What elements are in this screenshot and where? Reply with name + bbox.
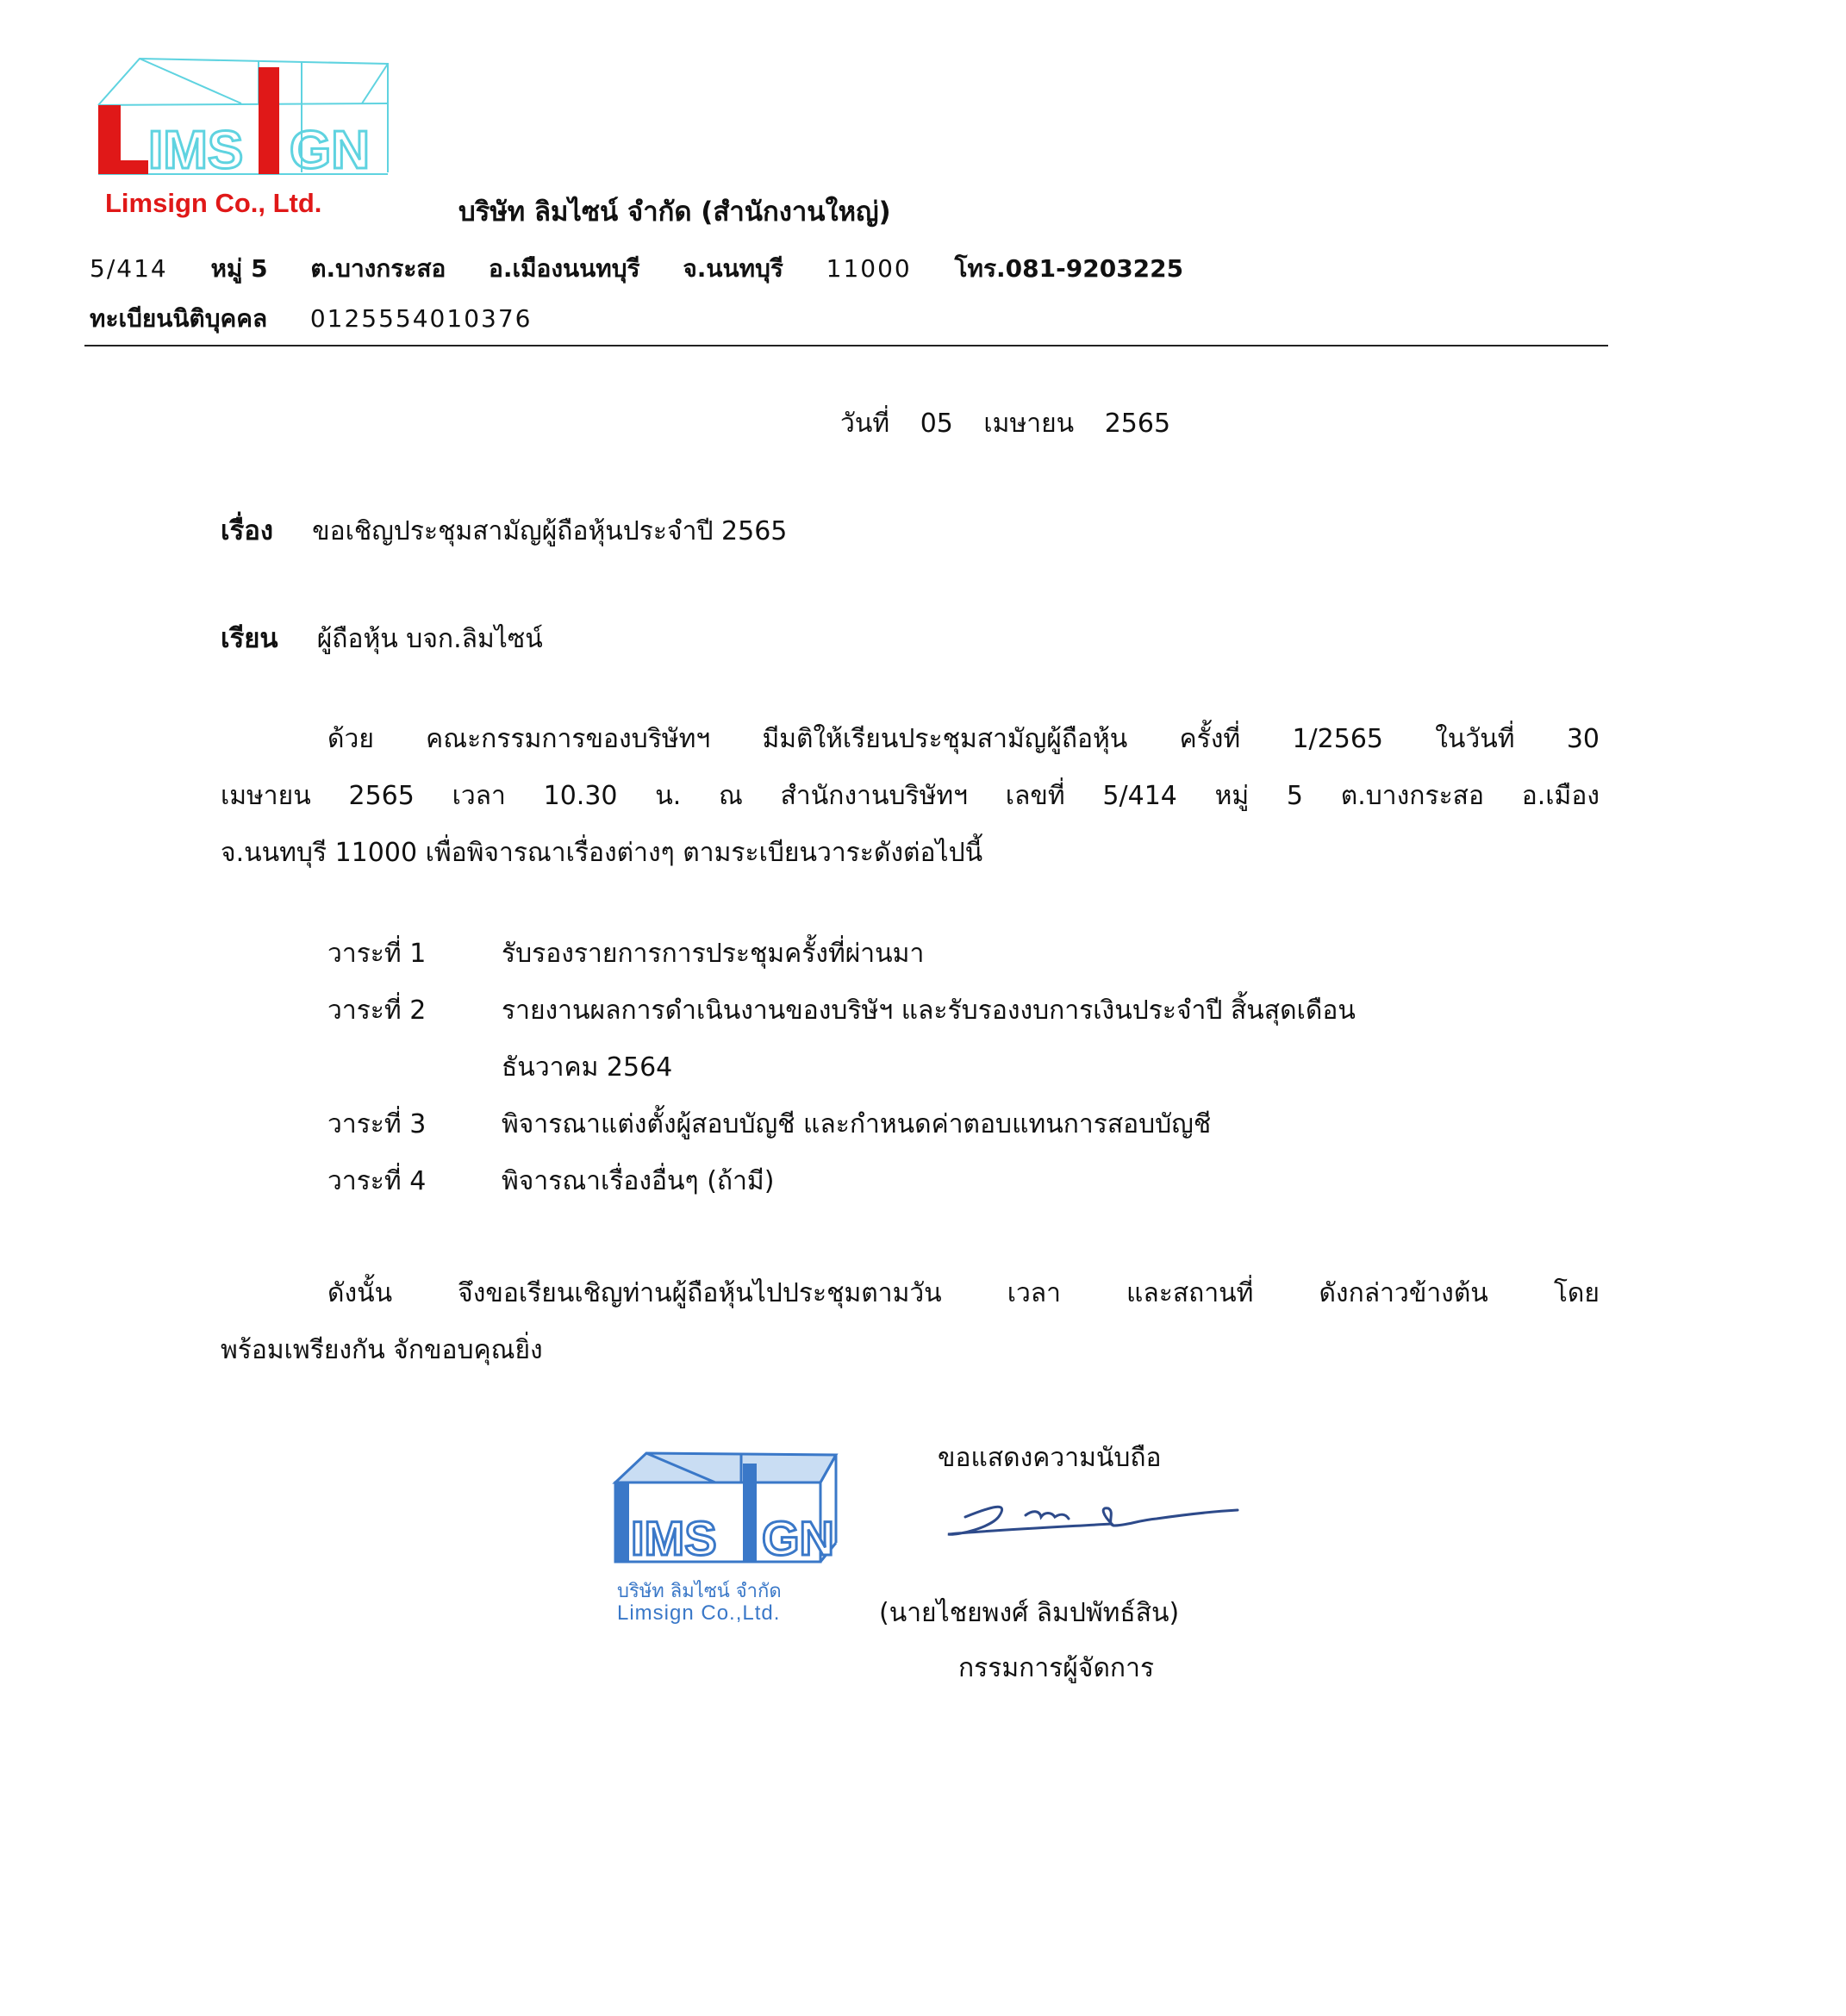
agenda-key: วาระที่ 3: [327, 1109, 427, 1139]
registration-line: [90, 300, 532, 338]
header-divider: [84, 345, 1608, 346]
registration-label: ทะเบียนนิติบุคคล: [90, 304, 268, 333]
agenda-text: พิจารณาเรื่องอื่นๆ (ถ้ามี): [502, 1166, 775, 1196]
recipient-value: ผู้ถือหุ้น บจก.ลิมไซน์: [316, 624, 543, 654]
subject-line: [221, 509, 787, 552]
address-province: จ.นนทบุรี: [683, 254, 783, 283]
handwritten-signature: [931, 1481, 1241, 1558]
agenda-key: วาระที่ 1: [327, 939, 427, 969]
address-subdistrict: ต.บางกระสอ: [310, 254, 446, 283]
subject-label: เรื่อง: [221, 515, 274, 546]
address-village: หมู่ 5: [210, 254, 268, 283]
date-day: 05: [920, 409, 953, 439]
date-label: วันที่: [840, 409, 890, 439]
company-logo-graphic: [95, 52, 405, 185]
agenda-key: วาระที่ 2: [327, 996, 427, 1026]
address-district: อ.เมืองนนทบุรี: [489, 254, 640, 283]
date-month: เมษายน: [983, 409, 1075, 439]
intro-paragraph: [221, 711, 1600, 882]
closing-paragraph: [221, 1265, 1600, 1379]
logo-caption: Limsign Co., Ltd.: [105, 188, 322, 218]
svg-text:IMS: IMS: [148, 121, 244, 180]
registration-number: 0125554010376: [309, 304, 533, 333]
address-house-number: 5/414: [90, 254, 168, 283]
closing-line-1: [221, 1265, 1600, 1322]
svg-text:GN: GN: [290, 121, 370, 180]
company-name: บริษัท ลิมไซน์ จำกัด (สำนักงานใหญ่): [458, 197, 891, 228]
subject-value: ขอเชิญประชุมสามัญผู้ถือหุ้นประจำปี 2565: [312, 516, 788, 546]
svg-text:GN: GN: [762, 1511, 834, 1565]
agenda-text: รับรองรายการการประชุมครั้งที่ผ่านมา: [502, 939, 925, 969]
letter-date: [840, 403, 1193, 444]
signer-title: กรรมการผู้จัดการ: [958, 1653, 1155, 1683]
address-phone: โทร.081-9203225: [954, 254, 1184, 283]
agenda-key: วาระที่ 4: [327, 1166, 427, 1196]
intro-line-3: จ.นนทบุรี 11000 เพื่อพิจารณาเรื่องต่างๆ ตามระเบียนวาระดังต่อไปนี้: [221, 838, 983, 868]
svg-text:IMS: IMS: [631, 1511, 717, 1565]
closing-line-2: พร้อมเพรียงกัน จักขอบคุณยิ่ง: [221, 1335, 543, 1365]
address-postcode: 11000: [826, 254, 912, 283]
recipient-label: เรียน: [221, 623, 278, 654]
company-address: [90, 250, 1218, 288]
company-logo: [95, 52, 405, 185]
closing-salutation: ขอแสดงความนับถือ: [938, 1443, 1162, 1473]
signature-graphic: [931, 1481, 1241, 1558]
stamp-company-name-th: บริษัท ลิมไซน์ จำกัด: [617, 1581, 782, 1602]
intro-line-2: เมษายน 2565 เวลา 10.30 น. ณ สำนักงานบริษัทฯ เลขที่ 5/414 หมู่ 5 ต.บางกระสอ อ.เมือง: [221, 781, 1600, 811]
agenda-text: พิจารณาแต่งตั้งผู้สอบบัญชี และกำหนดค่าตอบแทนการสอบบัญชี: [502, 1109, 1212, 1139]
agenda-text: รายงานผลการดำเนินงานของบริษัฯ และรับรองงบการเงินประจำปี สิ้นสุดเดือน: [502, 996, 1356, 1026]
agenda-text-continued: ธันวาคม 2564: [502, 1052, 673, 1083]
stamp-company-name-en: Limsign Co.,Ltd.: [617, 1601, 781, 1625]
stamp-logo-graphic: [595, 1448, 853, 1577]
recipient-line: [221, 616, 543, 659]
signer-name: (นายไชยพงศ์ ลิมปพัทธ์สิน): [879, 1598, 1180, 1628]
intro-line-1: [221, 711, 1600, 768]
date-year: 2565: [1104, 409, 1171, 439]
intro-line-1-text: ด้วย คณะกรรมการของบริษัทฯ มีมติให้เรียนประชุมสามัญผู้ถือหุ้น ครั้งที่ 1/2565 ในวันที่ 30: [327, 724, 1600, 754]
closing-line-1-text: ดังนั้น จึงขอเรียนเชิญท่านผู้ถือหุ้นไปประชุมตามวัน เวลา และสถานที่ ดังกล่าวข้างต้น โดย: [327, 1278, 1600, 1308]
